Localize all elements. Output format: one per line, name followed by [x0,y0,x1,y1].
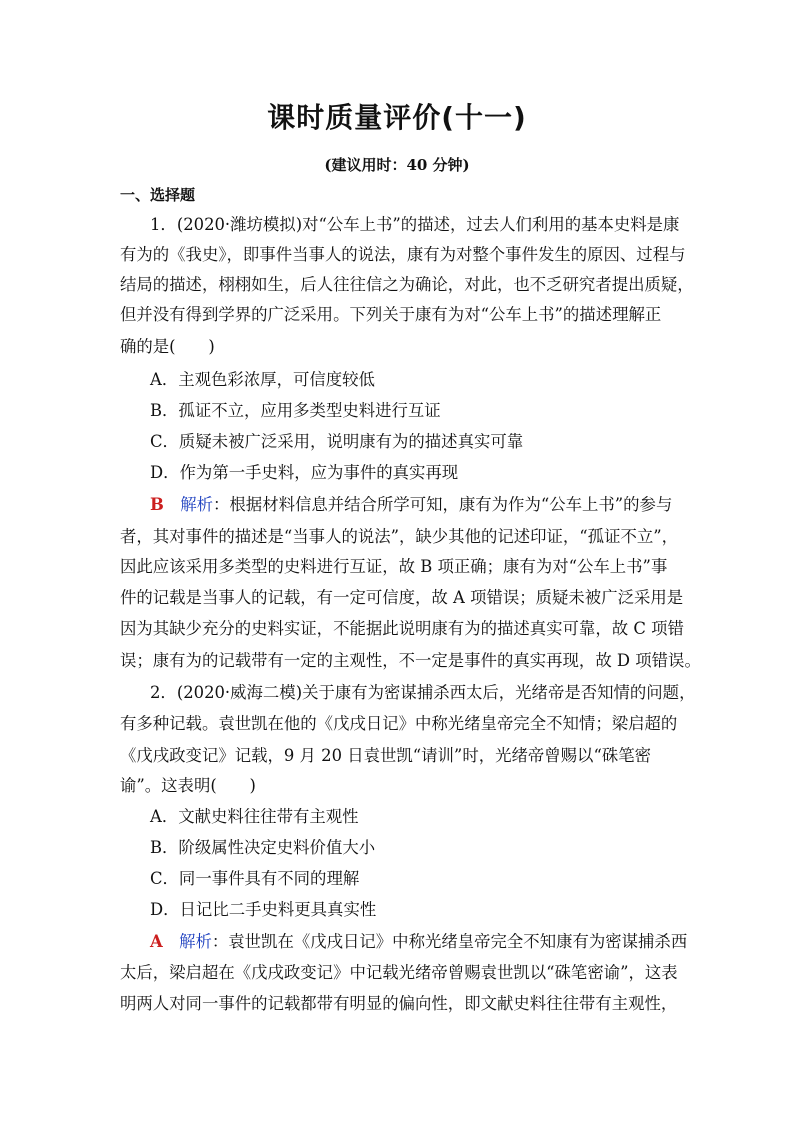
q1-analysis-line: 者，其对事件的描述是“当事人的说法”，缺少其他的记述印证，“孤证不立”， [120,527,679,546]
q2-analysis-line: 明两人对同一事件的记载都带有明显的偏向性，即文献史料往往带有主观性， [120,994,678,1013]
q2-option-b: B．阶级属性决定史料价值大小 [150,838,376,857]
q1-stem-line: 有为的《我史》，即事件当事人的说法，康有为对整个事件发生的原因、过程与 [120,245,686,264]
q2-stem-line: 有多种记载。袁世凯在他的《戊戌日记》中称光绪皇帝完全不知情；梁启超的 [120,714,678,733]
q1-jiexi-label: 解析 [180,495,214,514]
q2-stem-line: 2．(2020·威海二模)关于康有为密谋捕杀西太后，光绪帝是否知情的问题， [150,683,696,702]
q1-answer: B [150,495,164,514]
q2-stem-line: 谕”。这表明( ) [120,776,256,795]
q1-option-a: A．主观色彩浓厚，可信度较低 [150,370,375,389]
q1-stem-line: 结局的描述，栩栩如生，后人往往信之为确论，对此，也不乏研究者提出质疑， [120,275,694,294]
section-heading: 一、选择题 [120,186,196,204]
q2-analysis-text: ：袁世凯在《戊戌日记》中称光绪皇帝完全不知康有为密谋捕杀西 [211,932,688,951]
q1-analysis-line: 误；康有为的记载带有一定的主观性，不一定是事件的真实再现，故 D 项错误。 [120,651,701,670]
q2-stem-line: 《戊戌政变记》记载，9 月 20 日袁世凯“请训”时，光绪帝曾赐以“硃笔密 [120,746,651,765]
q1-analysis-text: ：根据材料信息并结合所学可知，康有为作为“公车上书”的参与 [213,495,673,514]
q1-stem-line: 确的是( ) [120,337,215,356]
q2-answer: A [150,932,163,951]
q2-option-c: C．同一事件具有不同的理解 [150,869,360,888]
q1-option-b: B．孤证不立，应用多类型史料进行互证 [150,401,441,420]
q1-analysis-line [150,495,676,515]
q2-jiexi-label: 解析 [179,932,212,951]
q2-analysis-line: 太后，梁启超在《戊戌政变记》中记载光绪帝曾赐袁世凯以“硃笔密谕”，这表 [120,963,678,982]
q1-analysis-line: 因此应该采用多类型的史料进行互证，故 B 项正确；康有为对“公车上书”事 [120,557,668,576]
q1-stem-line: 但并没有得到学界的广泛采用。下列关于康有为对“公车上书”的描述理解正 [120,305,662,324]
q2-option-d: D．日记比二手史料更具真实性 [150,900,377,919]
q1-stem-line: 1．(2020·潍坊模拟)对“公车上书”的描述，过去人们利用的基本史料是康 [150,215,680,234]
q2-analysis-line [150,932,688,952]
q1-option-c: C．质疑未被广泛采用，说明康有为的描述真实可靠 [150,432,524,451]
q1-option-d: D．作为第一手史料，应为事件的真实再现 [150,463,459,482]
q2-option-a: A．文献史料往往带有主观性 [150,807,359,826]
q1-analysis-line: 件的记载是当事人的记载，有一定可信度，故 A 项错误；质疑未被广泛采用是 [120,588,684,607]
page-title: 课时质量评价(十一) [267,101,527,134]
suggested-time: (建议用时：40 分钟) [324,156,470,174]
q1-analysis-line: 因为其缺少充分的史料实证，不能据此说明康有为的描述真实可靠，故 C 项错 [120,619,684,638]
